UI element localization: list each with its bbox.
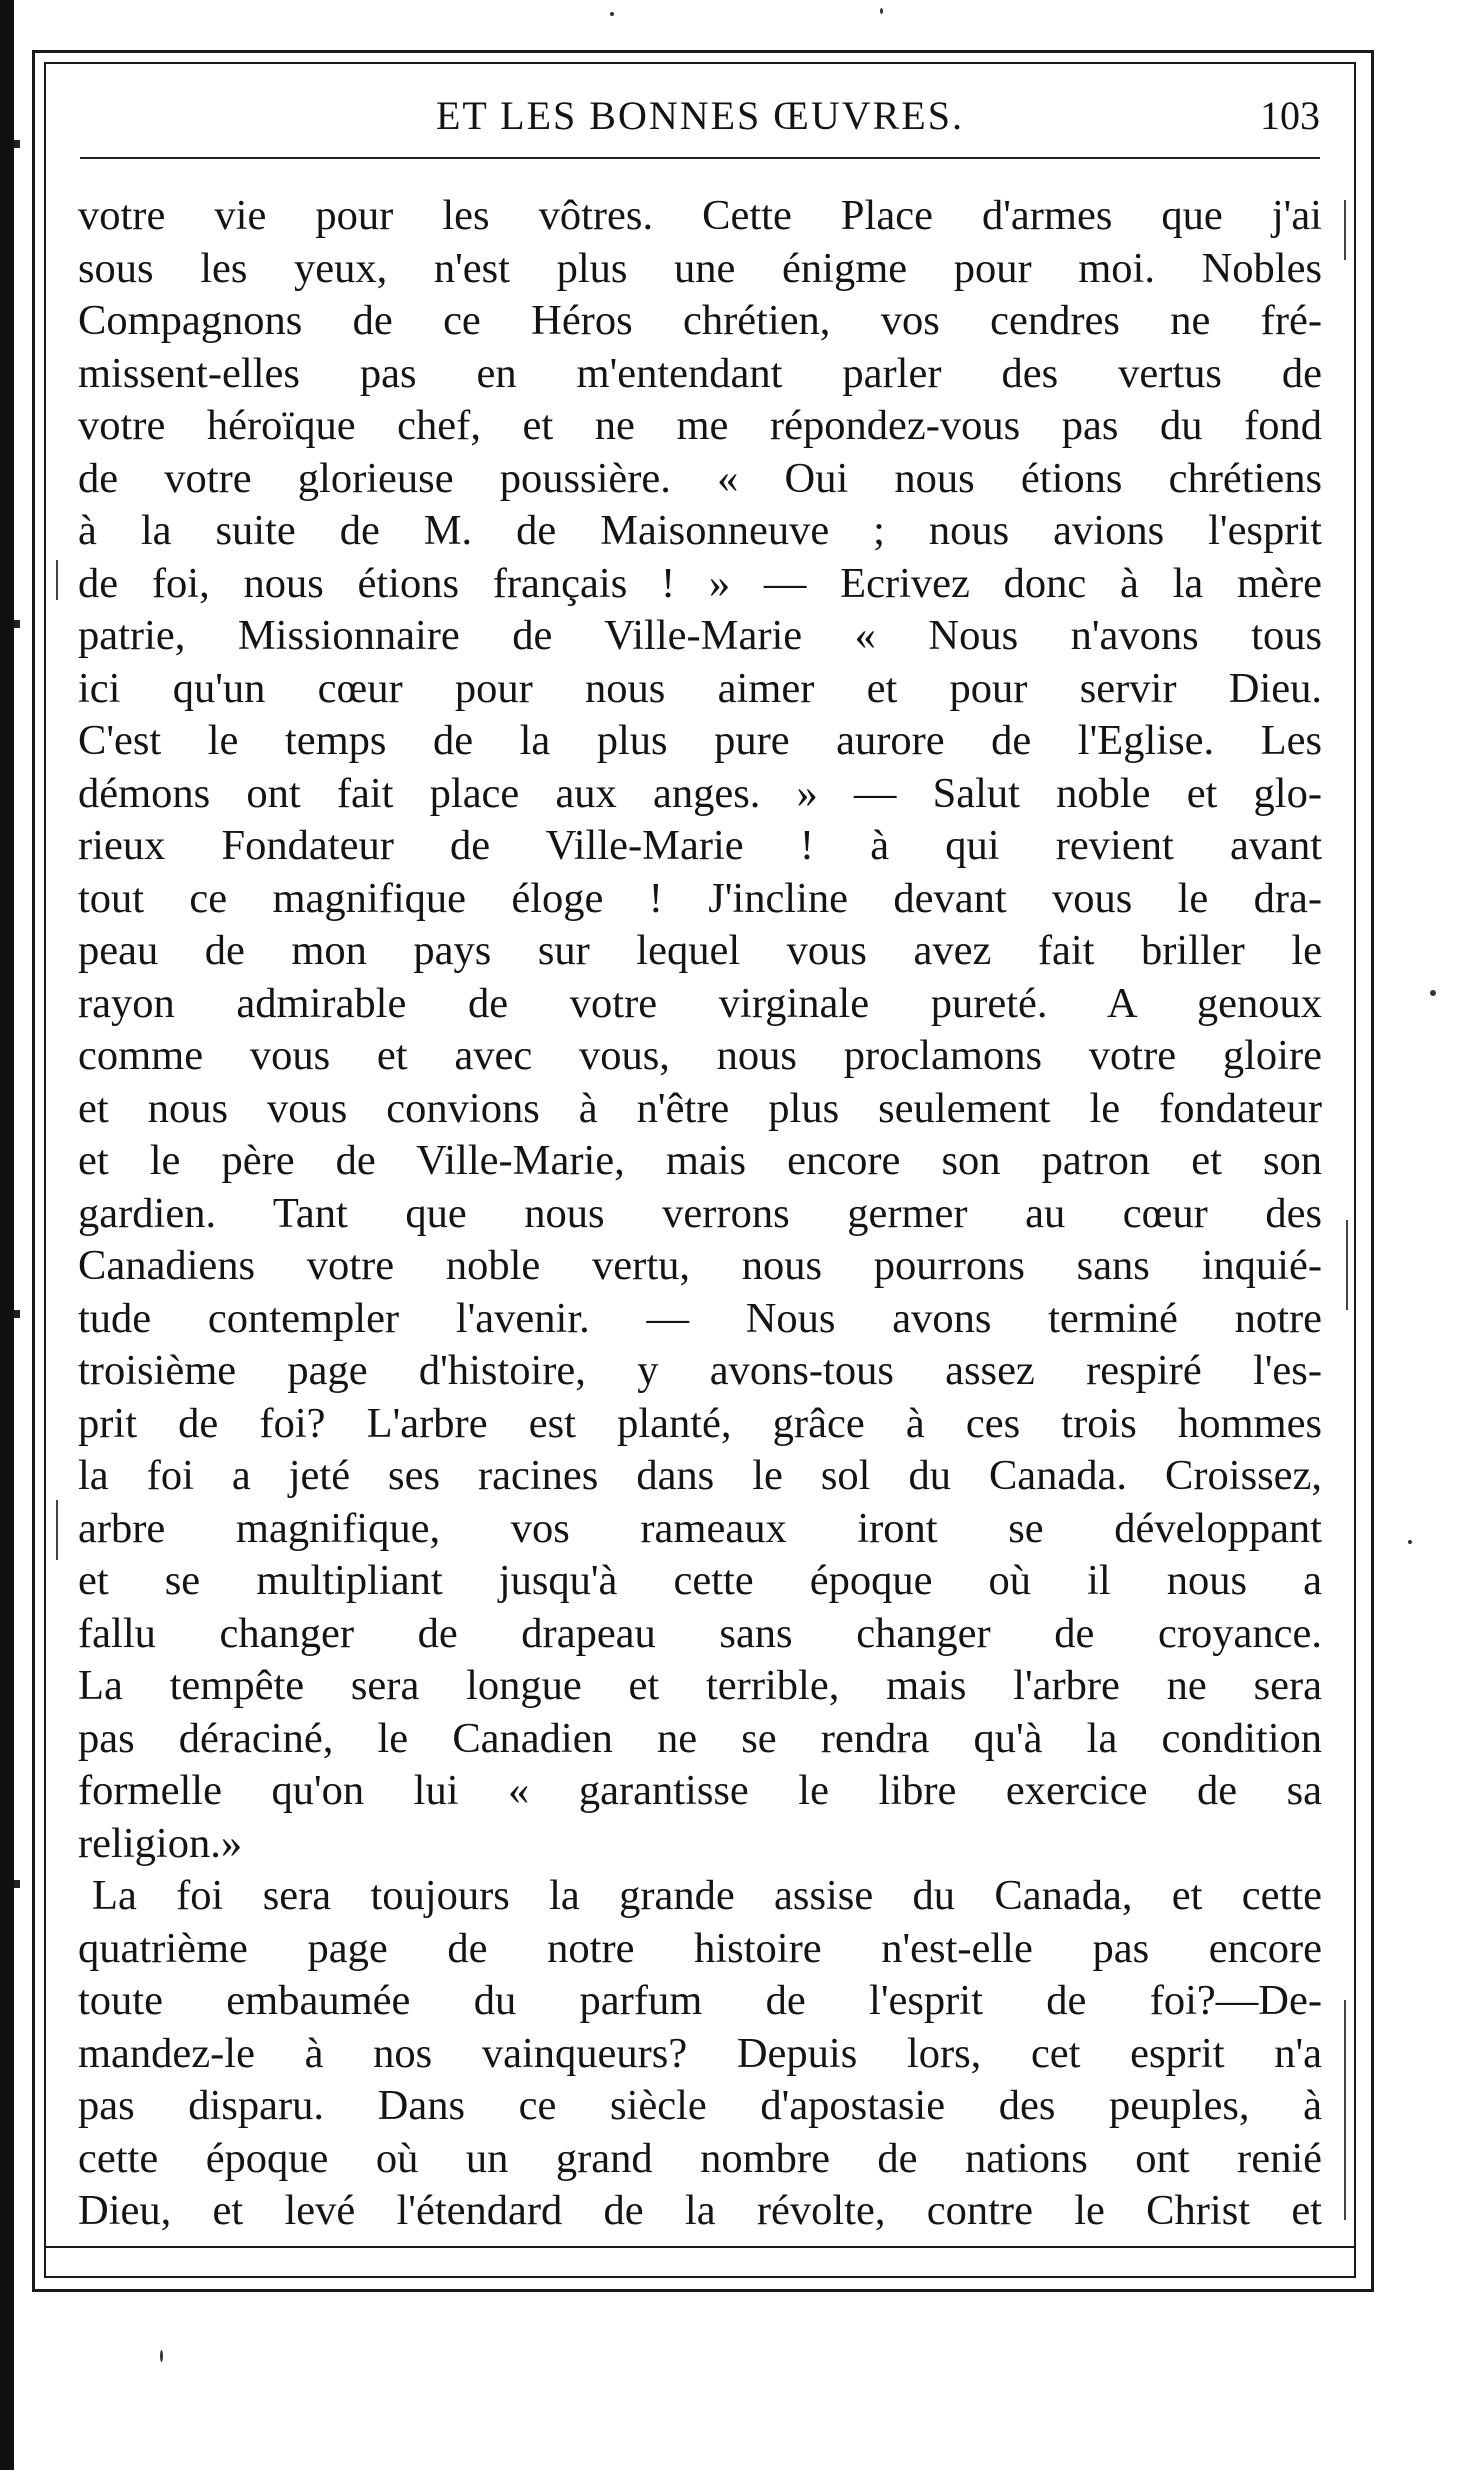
text-line: quatrième page de notre histoire n'est-elle pas encore (78, 1924, 1322, 1972)
margin-mark (1346, 1220, 1348, 1310)
text-line: fallu changer de drapeau sans changer de croyance. (78, 1609, 1322, 1657)
text-line: C'est le temps de la plus pure aurore de l'Eglise. Les (78, 717, 1322, 764)
text-line: tout ce magnifique éloge ! J'incline devant vous le dra- (78, 874, 1322, 922)
text-line: missent-elles pas en m'entendant parler des vertus de (78, 349, 1322, 397)
margin-mark (1344, 200, 1346, 260)
text-line: et le père de Ville-Marie, mais encore son patron et son (78, 1137, 1322, 1184)
text-line: sous les yeux, n'est plus une énigme pour moi. Nobles (78, 244, 1322, 292)
text-line: Canadiens votre noble vertu, nous pourrons sans inquié- (78, 1242, 1322, 1289)
text-line: votre vie pour les vôtres. Cette Place d'armes que j'ai (78, 192, 1322, 239)
margin-mark (1344, 2000, 1346, 2220)
text-line: rieux Fondateur de Ville-Marie ! à qui revient avant (78, 822, 1322, 869)
binding-mark (14, 1310, 20, 1318)
text-line: La tempête sera longue et terrible, mais l'arbre ne sera (78, 1662, 1322, 1709)
text-line: gardien. Tant que nous verrons germer au cœur des (78, 1189, 1322, 1237)
binding-mark (14, 140, 20, 148)
text-line: de foi, nous étions français ! » — Ecrivez donc à la mère (78, 559, 1322, 607)
text-line: la foi a jeté ses racines dans le sol du Canada. Croissez, (78, 1452, 1322, 1499)
margin-mark (56, 560, 58, 600)
text-line: La foi sera toujours la grande assise du Canada, et cette (92, 1872, 1322, 1919)
binding-mark (14, 1880, 20, 1888)
scan-speck (1408, 1540, 1412, 1544)
text-line: comme vous et avec vous, nous proclamons votre gloire (78, 1032, 1322, 1079)
text-line: religion.» (78, 1819, 243, 1867)
running-title: ET LES BONNES ŒUVRES. (436, 93, 964, 138)
text-line: troisième page d'histoire, y avons-tous assez respiré l'es- (78, 1347, 1322, 1394)
binding-mark (14, 620, 20, 628)
body-text (78, 190, 1322, 2238)
text-line: mandez-le à nos vainqueurs? Depuis lors, cet esprit n'a (78, 2029, 1322, 2077)
text-line: patrie, Missionnaire de Ville-Marie « Nous n'avons tous (78, 612, 1322, 659)
scan-speck (1430, 990, 1436, 996)
text-line: formelle qu'on lui « garantisse le libre exercice de sa (78, 1767, 1322, 1814)
text-line: rayon admirable de votre virginale pureté. A genoux (78, 979, 1322, 1027)
text-line: tude contempler l'avenir. — Nous avons terminé notre (78, 1294, 1322, 1342)
footer-rule (44, 2246, 1356, 2248)
text-line: arbre magnifique, vos rameaux iront se développant (78, 1504, 1322, 1552)
text-line: et nous vous convions à n'être plus seulement le fondateur (78, 1084, 1322, 1132)
header-rule (80, 157, 1320, 159)
text-line: à la suite de M. de Maisonneuve ; nous avions l'esprit (78, 507, 1322, 554)
text-line: pas déraciné, le Canadien ne se rendra qu'à la condition (78, 1714, 1322, 1762)
scan-speck (160, 2350, 163, 2362)
text-line: votre héroïque chef, et ne me répondez-vous pas du fond (78, 402, 1322, 449)
scan-speck (610, 12, 614, 16)
text-line: Dieu, et levé l'étendard de la révolte, contre le Christ et (78, 2187, 1322, 2234)
text-line: toute embaumée du parfum de l'esprit de foi?—De- (78, 1977, 1322, 2024)
page-number: 103 (1260, 93, 1320, 138)
text-line: prit de foi? L'arbre est planté, grâce à ces trois hommes (78, 1399, 1322, 1447)
running-head (80, 86, 1320, 146)
binding-edge (0, 0, 14, 2470)
text-line: de votre glorieuse poussière. « Oui nous étions chrétiens (78, 454, 1322, 502)
scan-speck (880, 8, 883, 14)
text-line: cette époque où un grand nombre de nations ont renié (78, 2134, 1322, 2182)
text-line: Compagnons de ce Héros chrétien, vos cendres ne fré- (78, 297, 1322, 344)
text-line: ici qu'un cœur pour nous aimer et pour servir Dieu. (78, 664, 1322, 712)
text-line: démons ont fait place aux anges. » — Salut noble et glo- (78, 769, 1322, 817)
text-line: pas disparu. Dans ce siècle d'apostasie des peuples, à (78, 2082, 1322, 2129)
margin-mark (56, 1500, 58, 1560)
text-line: peau de mon pays sur lequel vous avez fait briller le (78, 927, 1322, 974)
text-line: et se multipliant jusqu'à cette époque où il nous a (78, 1557, 1322, 1604)
